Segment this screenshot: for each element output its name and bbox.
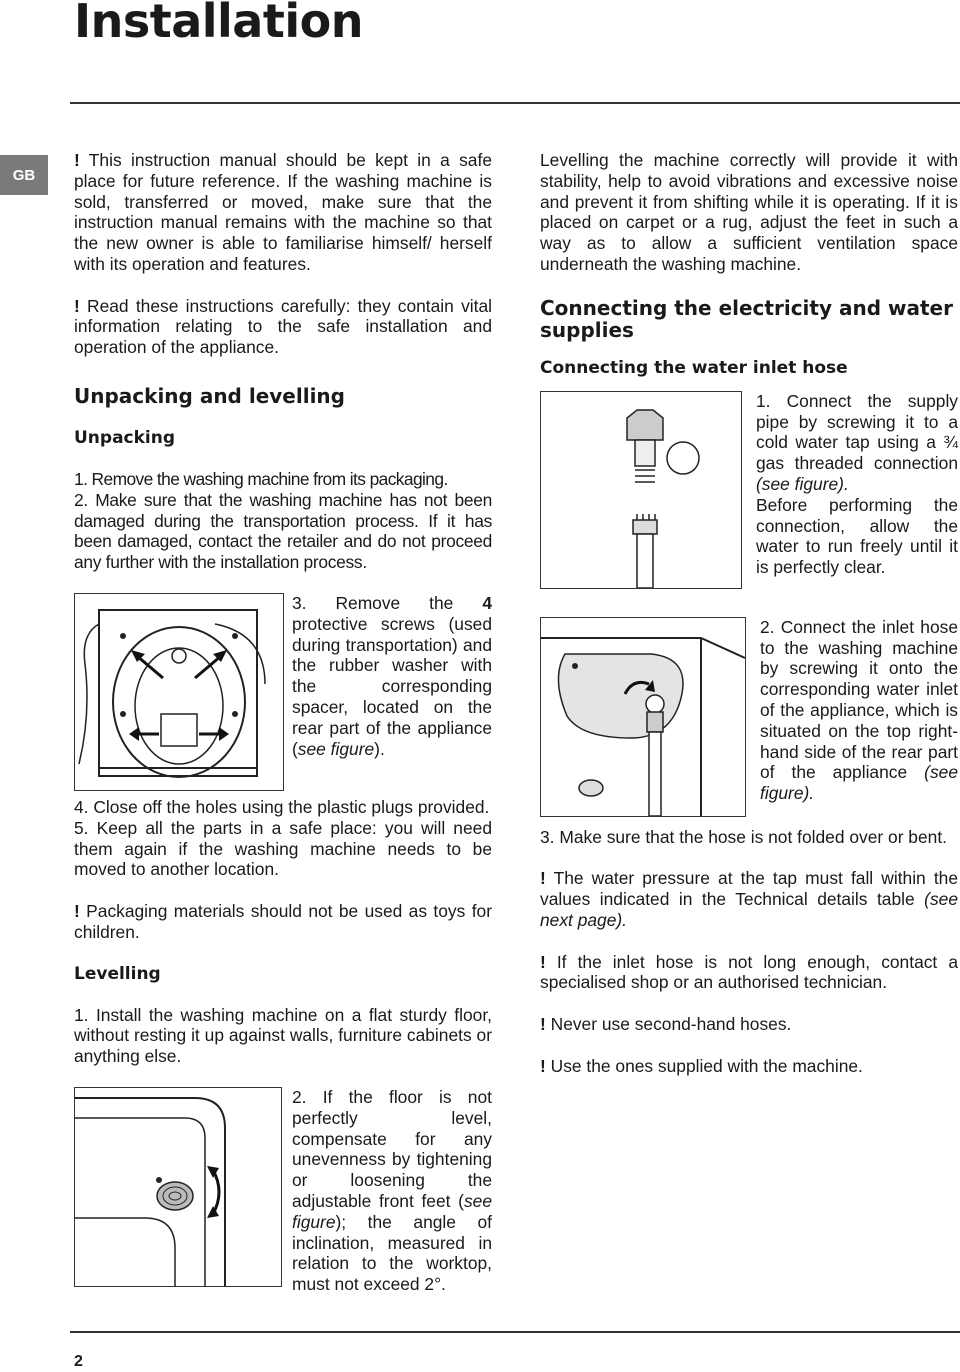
- tap-connection-figure: [540, 391, 742, 589]
- warning-mark: !: [540, 868, 546, 889]
- adjustable-foot-illustration: [75, 1088, 281, 1286]
- section-title-unpacking-levelling: Unpacking and levelling: [74, 383, 345, 408]
- warning-mark: !: [540, 1013, 546, 1034]
- water-inlet-heading: Connecting the water inlet hose: [540, 357, 848, 378]
- left-column: [74, 150, 492, 1295]
- read-instructions-paragraph: ! Read these instructions carefully: they contain vital information relating to the safe installation and operation of the appliance.: [74, 295, 492, 358]
- inlet-step-2: 2. Connect the inlet hose to the washing machine by screwing it onto the corresponding water inlet of the appliance, which is situated on the top right-hand side of the rear part of the appliance (see figure).: [760, 616, 958, 804]
- levelling-info-paragraph: Levelling the machine correctly will provide it with stability, help to avoid vibrations and excessive noise and prevent it from shifting while it is operating. If it is placed on carpet or a rug, adjust the feet in such a way as to allow a sufficient ventilation space underneath the washing machine.: [540, 150, 958, 274]
- section-title-connecting: Connecting the electricity and water supplies: [540, 295, 953, 342]
- unpacking-step-5: 5. Keep all the parts in a safe place: you will need them again if the washing machine needs to be moved to another location.: [74, 817, 492, 880]
- warning-mark: !: [74, 900, 80, 921]
- unpacking-step-1: 1. Remove the washing machine from its packaging.: [74, 468, 448, 489]
- packaging-warning: ! Packaging materials should not be used as toys for children.: [74, 900, 492, 942]
- unpacking-step-2: 2. Make sure that the washing machine has not been damaged during the transportation process. If it has been damaged, contact the retailer and do not proceed any further with the installation process.: [74, 489, 492, 573]
- tap-hose-illustration: [541, 392, 741, 588]
- inlet-step-3: 3. Make sure that the hose is not folded over or bent.: [540, 826, 947, 847]
- adjustable-feet-figure: [74, 1087, 282, 1287]
- footer-rule: [70, 1331, 960, 1333]
- short-hose-warning: ! If the inlet hose is not long enough, contact a specialised shop or an authorised technician.: [540, 951, 958, 993]
- intro-paragraph: ! This instruction manual should be kept in a safe place for future reference. If the washing machine is sold, transferred or moved, make sure that the instruction manual remains with the machine so that the new owner is able to familiarise himself/ herself with its operation and features.: [74, 150, 492, 274]
- warning-mark: !: [74, 150, 80, 170]
- inlet-hose-illustration: [541, 618, 745, 816]
- page-title: Installation: [74, 0, 363, 48]
- language-tab: GB: [0, 155, 48, 195]
- warning-mark: !: [540, 1055, 546, 1076]
- inlet-step-1-note: Before performing the connection, allow the water to run freely until it is perfectly clear.: [756, 494, 958, 578]
- warning-mark: !: [74, 295, 80, 316]
- warning-mark: !: [540, 951, 546, 972]
- unpacking-step-3: 3. Remove the 4 protective screws (used during transportation) and the rubber washer with the corresponding spacer, located on the rear part of the appliance (see figure).: [292, 592, 492, 759]
- rear-screws-figure: [74, 593, 284, 791]
- unpacking-step-4: 4. Close off the holes using the plastic plugs provided.: [74, 796, 490, 817]
- supplied-hose-warning: ! Use the ones supplied with the machine.: [540, 1055, 863, 1076]
- unpacking-heading: Unpacking: [74, 427, 176, 448]
- levelling-step-2: 2. If the floor is not perfectly level, compensate for any unevenness by tightening or loosening the adjustable front feet (see figure); the angle of inclination, measured in relation to the worktop, must not exceed 2°.: [292, 1086, 492, 1295]
- washing-machine-rear-illustration: [75, 594, 283, 790]
- inlet-hose-figure: [540, 617, 746, 817]
- levelling-step-1: 1. Install the washing machine on a flat sturdy floor, without resting it up against walls, furniture cabinets or anything else.: [74, 1004, 492, 1067]
- second-hand-hose-warning: ! Never use second-hand hoses.: [540, 1013, 792, 1034]
- right-column: [540, 150, 958, 1076]
- levelling-heading: Levelling: [74, 963, 161, 984]
- page-number: 2: [74, 1353, 83, 1370]
- inlet-step-1: 1. Connect the supply pipe by screwing it to a cold water tap using a ¾ gas threaded connection (see figure).: [756, 390, 958, 494]
- water-pressure-warning: ! The water pressure at the tap must fall within the values indicated in the Technical details table (see next page).: [540, 868, 958, 930]
- header-rule: [70, 102, 960, 104]
